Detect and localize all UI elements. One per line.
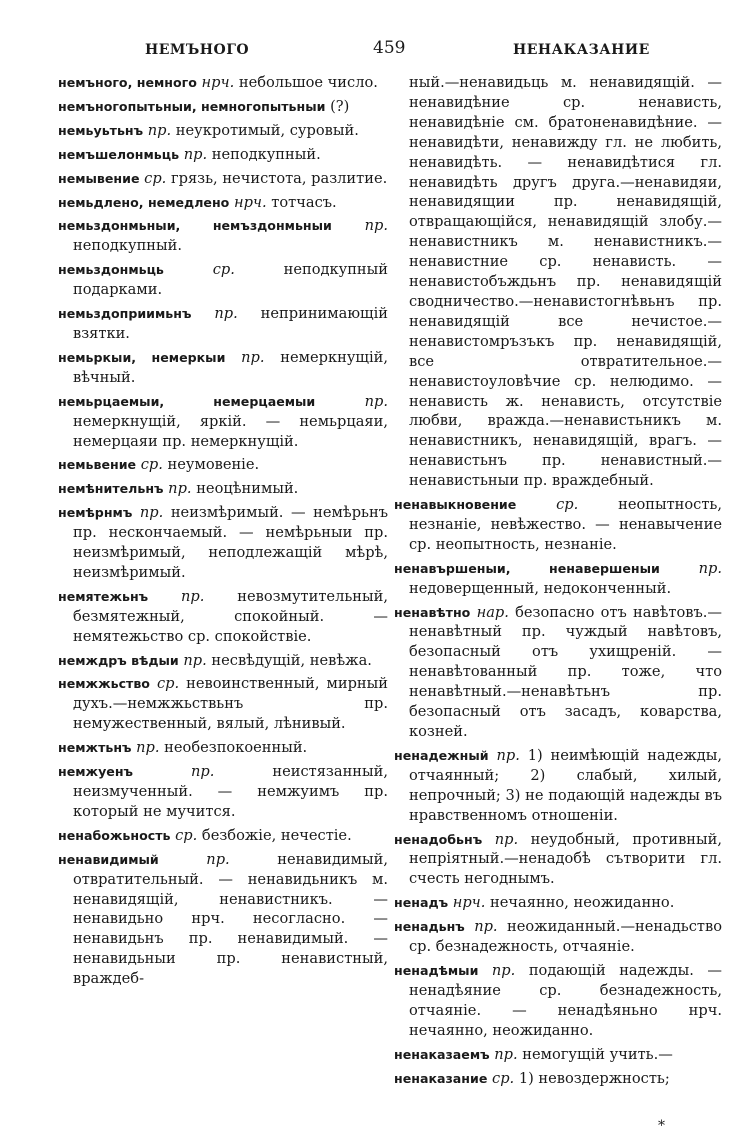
dictionary-entry	[58, 479, 388, 499]
definition: 1) невоздержность;	[518, 1069, 670, 1087]
definition: неопытность, незнаніе, невѣжество. — ненавычение ср. неопытность, незнаніе.	[409, 496, 723, 553]
definition: ный.—ненавидьць м. ненавидящій. —ненавидѣние ср. ненависть, ненавидѣніе см. братоненавидѣние. — ненавидѣти, ненавижду гл. не любить, ненавидѣть. — ненавидѣтися гл. ненавидѣть другъ друга.—ненавидяи, ненавидящии пр. ненавидящій, отвращающійся, ненавидящій злобу.—ненавистникъ м. ненавистникъ.—ненавистние ср. ненависть. — ненавистобъждьнъ пр. ненавидящій сводничество.—ненавистогнѣвьнъ пр. ненавидящій все нечистое.— ненавистомръзъкъ пр. ненавидящій, все отвратительное.— ненавистоуловѣчие ср. нелюдимо. — ненависть ж. ненависть, отсутствіе любви, вражда.—ненавистьникъ м. ненавистникъ, ненавидящій, врагъ. —ненавистьнъ пр. ненавистный.— ненавистьныи пр. враждебный.	[409, 74, 722, 490]
grammar-label: пр.	[136, 739, 160, 757]
grammar-label: пр.	[181, 587, 205, 605]
dictionary-entry	[58, 97, 388, 117]
page-header	[55, 36, 710, 64]
headword: ненаказание	[394, 1070, 488, 1086]
grammar-label: пр.	[364, 217, 388, 235]
headword: немьздонмьць	[58, 262, 164, 278]
dictionary-entry	[394, 893, 722, 913]
grammar-label: пр.	[139, 504, 164, 522]
definition: недоверщенный, недоконченный.	[409, 579, 672, 597]
dictionary-entry	[394, 73, 722, 491]
dictionary-entry	[58, 826, 388, 846]
headword: ненабожьность	[58, 827, 171, 843]
dictionary-entry	[58, 392, 388, 452]
signature-mark: *	[658, 1118, 665, 1134]
definition: (?)	[330, 97, 350, 115]
grammar-label: пр.	[206, 850, 230, 868]
headword: немьрцаемыи, немерцаемыи	[58, 393, 316, 409]
headword: немьуьтьнъ	[58, 122, 144, 138]
headword: немьздонмьныи, немъздонмьныи	[58, 218, 332, 234]
grammar-label: пр.	[168, 480, 192, 498]
dictionary-entry	[58, 145, 388, 165]
definition: небольшое число.	[238, 74, 378, 91]
grammar-label: пр.	[494, 830, 519, 848]
headword: немьдлено, немедлено	[58, 194, 230, 210]
grammar-label: ср.	[212, 261, 235, 279]
headword: немждръ вѣдыи	[58, 652, 179, 668]
grammar-label: ср.	[140, 456, 163, 474]
headword: немъшелонмьць	[58, 146, 180, 162]
dictionary-entry	[394, 1045, 722, 1065]
left-column	[58, 73, 388, 993]
dictionary-entry	[58, 304, 388, 344]
dictionary-entry	[58, 73, 388, 93]
definition: невозмутительный, безмятежный, спокойный. — немятежьство ср. спокойствіе.	[73, 587, 388, 645]
headword: ненадѣмыи	[394, 962, 479, 978]
dictionary-entry	[58, 260, 388, 300]
definition: невоинственный, мирный духъ.—немжжьствьнъ пр. немужественный, вялый, лѣнивый.	[73, 675, 388, 733]
grammar-label: пр.	[496, 746, 520, 764]
headword: немжуенъ	[58, 764, 133, 780]
headword: немывение	[58, 170, 140, 186]
grammar-label: нар.	[476, 603, 509, 621]
grammar-label: пр.	[491, 961, 516, 979]
dictionary-entry	[58, 455, 388, 475]
definition: ненавидимый, отвратительный. — ненавидьникъ м. ненавидящій, ненавистникъ. — ненавидьно нрч. несогласно. — ненавидьнъ пр. ненавидимый. — ненавидьныи пр. ненавистный, враждеб-	[73, 850, 389, 988]
definition: тотчасъ.	[271, 193, 337, 211]
grammar-label: нрч.	[452, 894, 486, 912]
dictionary-entry	[58, 738, 388, 758]
dictionary-entry	[58, 674, 388, 734]
headword: ненадъ	[394, 895, 449, 911]
headword: немятежьнъ	[58, 588, 149, 604]
dictionary-entry	[58, 850, 388, 989]
grammar-label: пр.	[698, 559, 722, 577]
definition: непринимающій взятки.	[73, 305, 389, 342]
grammar-label: нрч.	[233, 193, 267, 211]
headword: ненадобьнъ	[394, 831, 483, 847]
dictionary-entry	[58, 216, 388, 256]
page-number: 459	[373, 38, 406, 58]
definition: неизмѣримый. — немѣрьнъ пр. нескончаемый. — немѣрьныи пр. неизмѣримый, неподлежащій мѣрѣ, неизмѣримый.	[73, 504, 388, 581]
definition: немеркнущій, вѣчный.	[73, 348, 389, 386]
dictionary-entry	[58, 762, 388, 822]
dictionary-entry	[394, 603, 722, 742]
definition: неистязанный, неизмученный. — немжуимъ пр. который не мучится.	[73, 763, 388, 820]
definition: безопасно отъ навѣтовъ.—ненавѣтный пр. чуждый навѣтовъ, безопасный отъ ухищреній. —ненавѣтованный пр. тоже, что ненавѣтный.—ненавѣтьнъ пр. безопасный отъ засадъ, коварства, козней.	[409, 603, 723, 740]
grammar-label: ср.	[144, 169, 167, 187]
dictionary-entry	[394, 1069, 722, 1089]
right-column	[394, 73, 722, 1092]
grammar-label: нрч.	[201, 74, 235, 91]
dictionary-entry	[58, 121, 388, 141]
grammar-label: ср.	[556, 496, 579, 514]
definition: немеркнущій, яркій. — немьрцаяи, немерцаяи пр. немеркнущій.	[73, 412, 388, 450]
grammar-label: пр.	[190, 763, 215, 781]
dictionary-entry	[394, 746, 722, 826]
definition: подающій надежды. —ненадѣяние ср. безнадежность, отчаяніе. — ненадѣяньно нрч. нечаянно, неожиданно.	[409, 961, 723, 1039]
headword: немѣнительнъ	[58, 481, 164, 497]
headword: ненавыкновение	[394, 497, 517, 513]
grammar-label: пр.	[147, 121, 172, 139]
dictionary-entry	[58, 169, 388, 189]
grammar-label: ср.	[156, 675, 180, 693]
grammar-label: пр.	[494, 1045, 518, 1063]
dictionary-entry	[394, 495, 722, 555]
dictionary-entry	[58, 651, 388, 671]
definition: неукротимый, суровый.	[175, 121, 359, 139]
definition: немогущій учить.—	[522, 1045, 673, 1063]
headword: ненавѣтно	[394, 604, 471, 620]
grammar-label: пр.	[183, 651, 207, 669]
grammar-label: пр.	[474, 918, 498, 936]
dictionary-entry	[394, 559, 722, 599]
definition: неожиданный.—ненадьство ср. безнадежность, отчаяніе.	[409, 918, 723, 956]
headword: немжтьнъ	[58, 740, 132, 756]
definition: неподкупный.	[73, 237, 183, 255]
dictionary-entry	[58, 193, 388, 213]
dictionary-entry	[58, 587, 388, 647]
definition: 1) неимѣющій надежды, отчаянный; 2) слабый, хилый, непрочный; 3) не подающій надежды въ нравственномъ отношеніи.	[409, 746, 723, 824]
headword: немьркыи, немеркыи	[58, 349, 226, 365]
grammar-label: ср.	[175, 826, 198, 844]
headword: немьвение	[58, 457, 137, 473]
running-head-left: НЕМЪНОГО	[145, 42, 250, 58]
headword: немъногопытьныи, немногопытьныи	[58, 98, 326, 114]
dictionary-entry	[58, 503, 388, 583]
headword: немжжьство	[58, 676, 150, 692]
running-head-right: НЕНАКАЗАНИЕ	[513, 42, 650, 58]
definition: необезпокоенный.	[164, 739, 308, 757]
headword: немъного, немного	[58, 75, 197, 90]
grammar-label: пр.	[364, 392, 388, 410]
definition: неоцѣнимый.	[196, 480, 299, 498]
dictionary-entry	[58, 348, 388, 388]
headword: ненаказаемъ	[394, 1046, 490, 1062]
definition: несвѣдущій, невѣжа.	[211, 651, 372, 669]
grammar-label: пр.	[241, 348, 265, 366]
grammar-label: пр.	[214, 305, 238, 323]
definition: грязь, нечистота, разлитие.	[170, 169, 388, 187]
dictionary-entry	[394, 961, 722, 1041]
definition: нечаянно, неожиданно.	[490, 894, 675, 912]
headword: немѣрнмъ	[58, 505, 133, 521]
headword: ненавидимый	[58, 851, 159, 867]
headword: ненавършеныи, ненавершеныи	[394, 560, 660, 576]
definition: неумовеніе.	[167, 456, 260, 474]
headword: ненадежный	[394, 747, 489, 763]
headword: ненадьнъ	[394, 919, 465, 935]
dictionary-entry	[394, 917, 722, 957]
definition: неподкупный подарками.	[73, 261, 388, 299]
headword: немьздоприимьнъ	[58, 306, 192, 322]
definition: неподкупный.	[211, 145, 321, 163]
definition: безбожіе, нечестіе.	[201, 826, 352, 844]
grammar-label: пр.	[183, 145, 208, 163]
grammar-label: ср.	[492, 1069, 515, 1087]
definition: неудобный, противный, непріятный.—ненадобѣ сътворити гл. счесть негоднымъ.	[409, 830, 723, 888]
dictionary-entry	[394, 830, 722, 890]
